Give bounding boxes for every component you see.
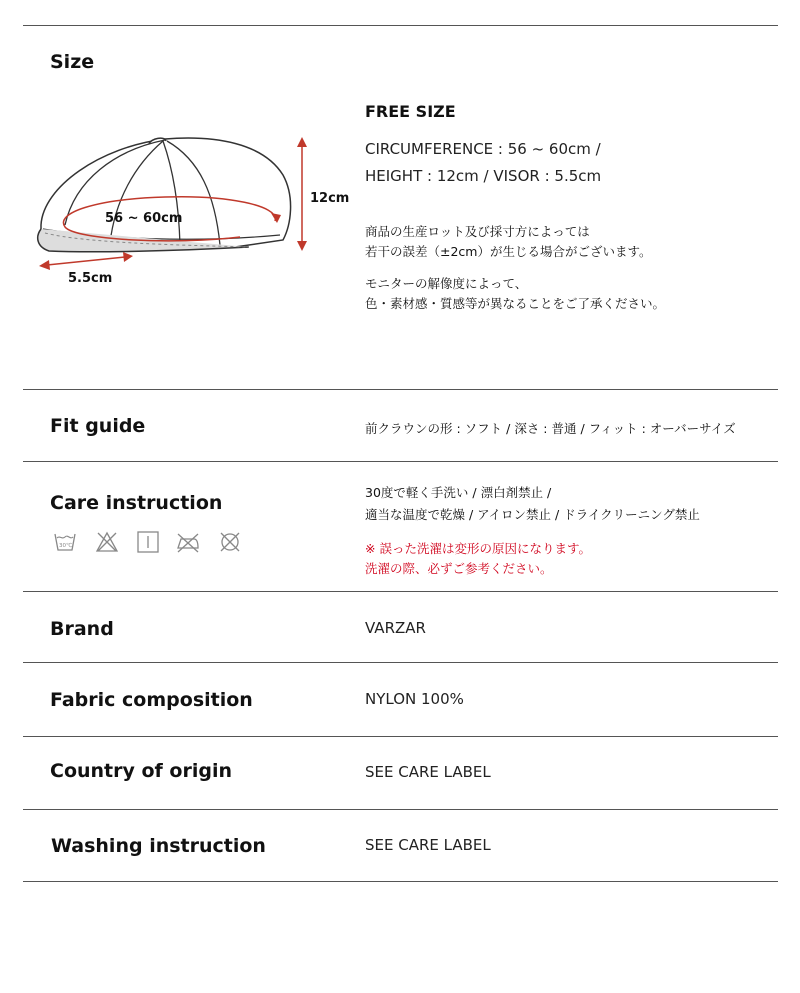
- circumference-label: 56 ~ 60cm: [105, 211, 183, 226]
- country-of-origin-label: Country of origin: [50, 760, 233, 782]
- fit-guide-value: 前クラウンの形 : ソフト / 深さ : 普通 / フィット : オーバーサイズ: [365, 421, 736, 436]
- line-dry-icon: [136, 530, 160, 554]
- divider-top: [23, 25, 778, 26]
- visor-label: 5.5cm: [68, 271, 113, 286]
- no-iron-icon: [176, 530, 200, 554]
- divider-after-fabric: [23, 736, 778, 737]
- country-of-origin-value: SEE CARE LABEL: [365, 763, 491, 781]
- brand-label: Brand: [50, 618, 114, 640]
- spec-line-2: HEIGHT : 12cm / VISOR : 5.5cm: [365, 167, 602, 185]
- washing-instruction-value: SEE CARE LABEL: [365, 836, 491, 854]
- divider-after-care: [23, 591, 778, 592]
- divider-after-origin: [23, 809, 778, 810]
- divider-bottom: [23, 881, 778, 882]
- free-size-title: FREE SIZE: [365, 102, 456, 121]
- size-note-2b: 色・素材感・質感等が異なることをご了承ください。: [365, 296, 666, 311]
- no-bleach-icon: [95, 530, 119, 554]
- size-note-1b: 若干の誤差（±2cm）が生じる場合がございます。: [365, 244, 652, 259]
- fabric-composition-value: NYLON 100%: [365, 690, 464, 708]
- care-line-1: 30度で軽く手洗い / 漂白剤禁止 /: [365, 485, 552, 500]
- spec-line-1: CIRCUMFERENCE : 56 ~ 60cm /: [365, 140, 601, 158]
- care-instruction-label: Care instruction: [50, 492, 223, 514]
- care-warning-2: 洗濯の際、必ずご参考ください。: [365, 561, 553, 576]
- care-warning-1: ※ 誤った洗濯は変形の原因になります。: [365, 541, 591, 556]
- fabric-composition-label: Fabric composition: [50, 689, 253, 711]
- size-label: Size: [50, 51, 95, 73]
- divider-after-fit: [23, 461, 778, 462]
- cap-diagram: [25, 125, 355, 325]
- care-line-2: 適当な温度で乾燥 / アイロン禁止 / ドライクリーニング禁止: [365, 507, 700, 522]
- hand-wash-30-icon: [53, 530, 77, 554]
- divider-after-brand: [23, 662, 778, 663]
- fit-guide-label: Fit guide: [50, 415, 146, 437]
- washing-instruction-label: Washing instruction: [51, 835, 266, 857]
- no-dry-clean-icon: [218, 530, 242, 554]
- size-note-1a: 商品の生産ロット及び採寸方によっては: [365, 224, 590, 239]
- height-label: 12cm: [310, 191, 350, 206]
- size-note-2a: モニターの解像度によって、: [365, 276, 528, 291]
- brand-value: VARZAR: [365, 619, 426, 637]
- wash-temp-label: 30℃: [59, 543, 73, 549]
- divider-after-size: [23, 389, 778, 390]
